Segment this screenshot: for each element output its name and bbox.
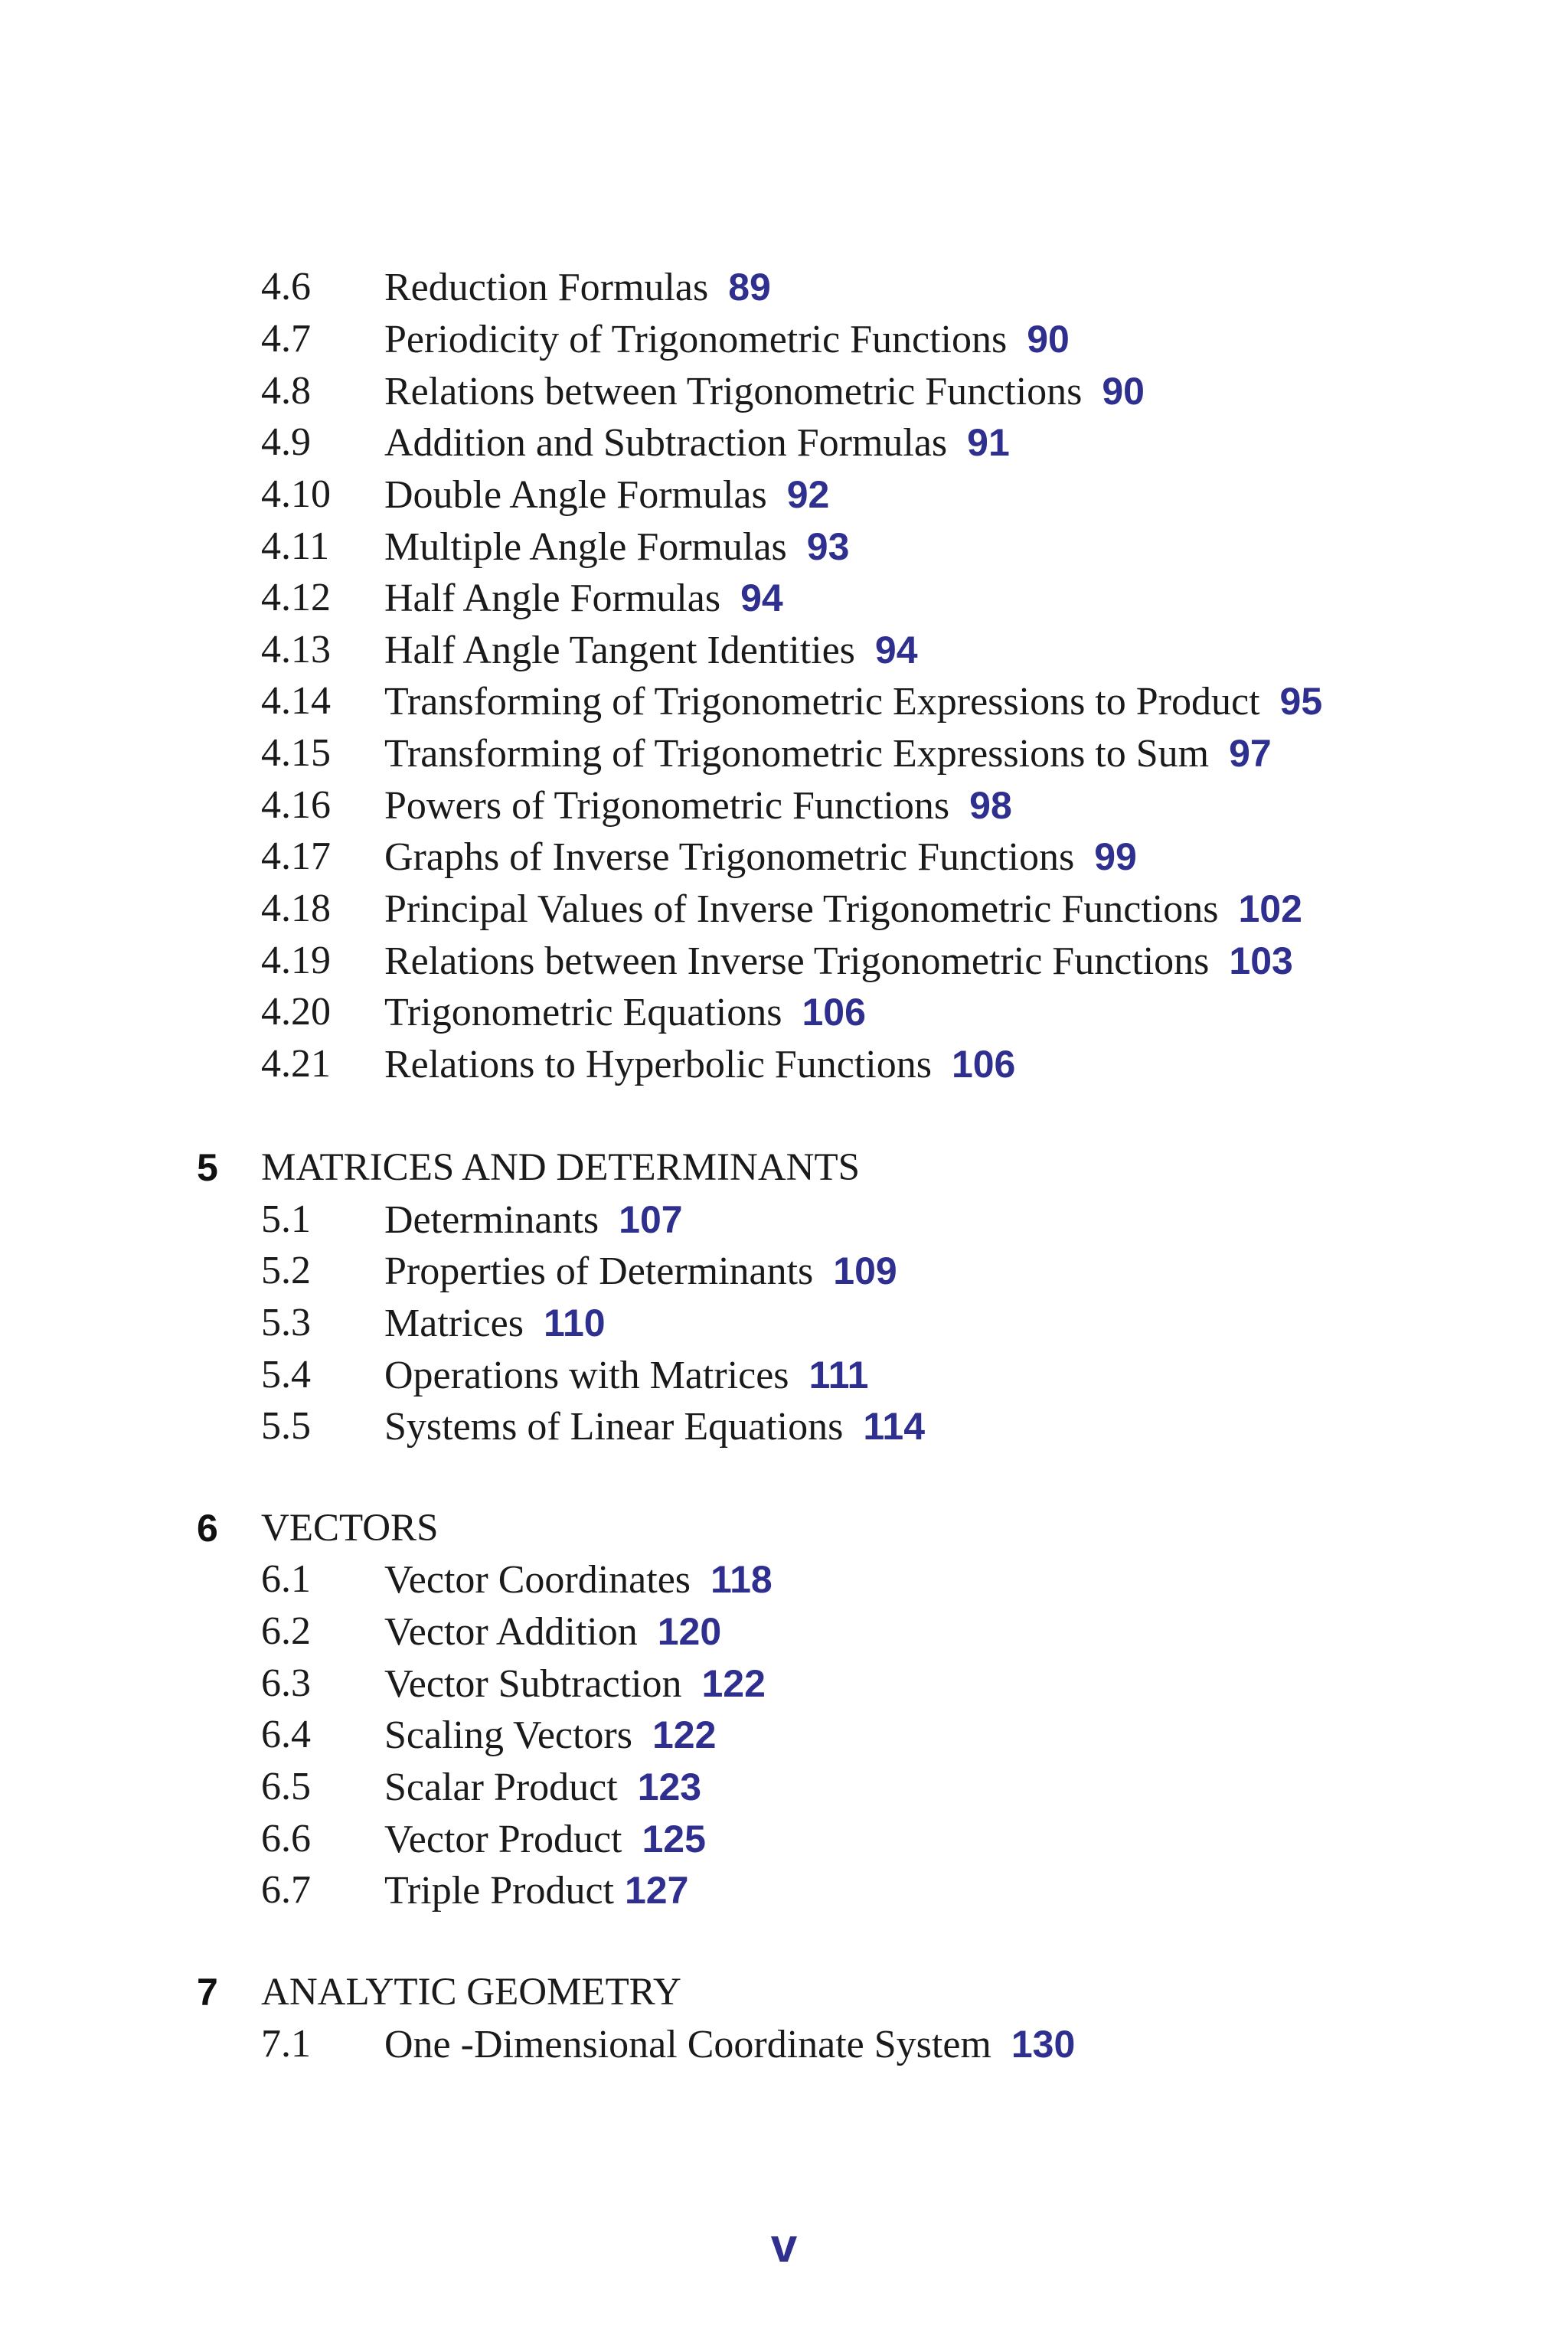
- section-number: 4.17: [261, 835, 331, 878]
- page-number: 106: [802, 991, 866, 1034]
- section-number: 6.1: [261, 1557, 311, 1601]
- page-number: 90: [1102, 370, 1145, 413]
- page-number: 111: [808, 1354, 869, 1396]
- section-title: Vector Subtraction: [384, 1662, 682, 1706]
- section-title: Operations with Matrices: [384, 1354, 789, 1397]
- section-title: Half Angle Tangent Identities: [384, 629, 855, 672]
- page-folio: v: [770, 2220, 798, 2272]
- chapter-title: ANALYTIC GEOMETRY: [261, 1971, 681, 2014]
- section-title: Transforming of Trigonometric Expressions to Sum: [384, 732, 1210, 776]
- chapter-number: 7: [197, 1971, 218, 2014]
- page-number: 89: [728, 266, 771, 309]
- section-number: 6.3: [261, 1661, 311, 1705]
- section-number: 7.1: [261, 2022, 311, 2066]
- section-number: 4.7: [261, 317, 311, 361]
- section-title: Trigonometric Equations: [384, 991, 782, 1034]
- section-number: 4.16: [261, 783, 331, 827]
- page-number: 92: [786, 473, 830, 516]
- section-number: 4.8: [261, 369, 311, 413]
- chapter-number: 5: [197, 1146, 218, 1189]
- section-title: Vector Addition: [384, 1610, 638, 1654]
- page-number: 125: [642, 1818, 706, 1860]
- section-title: Transforming of Trigonometric Expressions to Product: [384, 680, 1260, 724]
- section-title: Half Angle Formulas: [384, 577, 721, 620]
- section-number: 4.6: [261, 265, 311, 309]
- page-number: 122: [652, 1713, 717, 1756]
- section-title: Graphs of Inverse Trigonometric Functions: [384, 835, 1075, 879]
- section-title: Periodicity of Trigonometric Functions: [384, 318, 1008, 361]
- chapter-title: VECTORS: [261, 1507, 439, 1550]
- page-number: 102: [1238, 887, 1302, 930]
- section-title: Triple Product: [384, 1869, 614, 1913]
- section-number: 4.11: [261, 524, 330, 568]
- section-number: 4.14: [261, 679, 331, 723]
- section-title: Multiple Angle Formulas: [384, 525, 787, 569]
- page-number: 103: [1229, 939, 1293, 982]
- section-title: Relations to Hyperbolic Functions: [384, 1043, 932, 1086]
- section-title: Addition and Subtraction Formulas: [384, 421, 948, 465]
- section-number: 6.2: [261, 1609, 311, 1653]
- page-number: 99: [1094, 835, 1137, 878]
- page-number: 106: [951, 1043, 1016, 1086]
- section-number: 4.19: [261, 939, 331, 982]
- section-number: 4.21: [261, 1042, 331, 1086]
- section-title: Relations between Inverse Trigonometric Functions: [384, 939, 1210, 983]
- page-number: 109: [833, 1250, 897, 1292]
- section-title: Relations between Trigonometric Functions: [384, 370, 1083, 413]
- section-title: Properties of Determinants: [384, 1250, 814, 1293]
- section-number: 4.13: [261, 628, 331, 671]
- section-number: 4.10: [261, 472, 331, 516]
- page-number: 107: [619, 1198, 683, 1241]
- page-number: 90: [1027, 318, 1070, 361]
- section-number: 4.15: [261, 731, 331, 775]
- section-number: 5.4: [261, 1353, 311, 1396]
- page-number: 110: [543, 1302, 606, 1344]
- section-title: Systems of Linear Equations: [384, 1405, 844, 1449]
- section-number: 5.1: [261, 1197, 311, 1241]
- section-number: 6.5: [261, 1765, 311, 1808]
- section-number: 4.9: [261, 420, 311, 464]
- page-number: 118: [710, 1558, 773, 1601]
- page-number: 91: [967, 421, 1010, 464]
- page-number: 127: [625, 1869, 689, 1912]
- section-title: One -Dimensional Coordinate System: [384, 2023, 991, 2066]
- section-title: Powers of Trigonometric Functions: [384, 784, 950, 828]
- chapter-title: MATRICES AND DETERMINANTS: [261, 1146, 861, 1189]
- section-title: Determinants: [384, 1198, 599, 1242]
- section-number: 6.7: [261, 1868, 311, 1912]
- chapter-number: 6: [197, 1507, 218, 1550]
- section-number: 4.20: [261, 990, 331, 1034]
- section-title: Vector Coordinates: [384, 1558, 691, 1602]
- section-number: 5.5: [261, 1404, 311, 1448]
- section-title: Reduction Formulas: [384, 266, 709, 309]
- section-number: 5.3: [261, 1301, 311, 1344]
- page-number: 122: [701, 1662, 766, 1705]
- section-number: 6.6: [261, 1817, 311, 1860]
- page-number: 120: [657, 1610, 722, 1653]
- page-number: 97: [1229, 732, 1272, 775]
- section-number: 6.4: [261, 1713, 311, 1756]
- section-number: 4.12: [261, 576, 331, 619]
- page-number: 93: [806, 525, 850, 568]
- section-title: Scaling Vectors: [384, 1713, 632, 1757]
- page-number: 94: [874, 629, 918, 671]
- section-number: 5.2: [261, 1249, 311, 1292]
- page-number: 114: [863, 1405, 926, 1448]
- section-title: Matrices: [384, 1302, 524, 1345]
- section-title: Scalar Product: [384, 1766, 618, 1809]
- page-number: 98: [969, 784, 1012, 827]
- page-number: 95: [1279, 680, 1323, 723]
- page-number: 94: [740, 577, 783, 619]
- section-number: 4.18: [261, 887, 331, 930]
- page-number: 130: [1011, 2023, 1076, 2066]
- section-title: Vector Product: [384, 1818, 622, 1861]
- section-title: Double Angle Formulas: [384, 473, 767, 517]
- page-number: 123: [637, 1766, 702, 1808]
- section-title: Principal Values of Inverse Trigonometric Functions: [384, 887, 1219, 931]
